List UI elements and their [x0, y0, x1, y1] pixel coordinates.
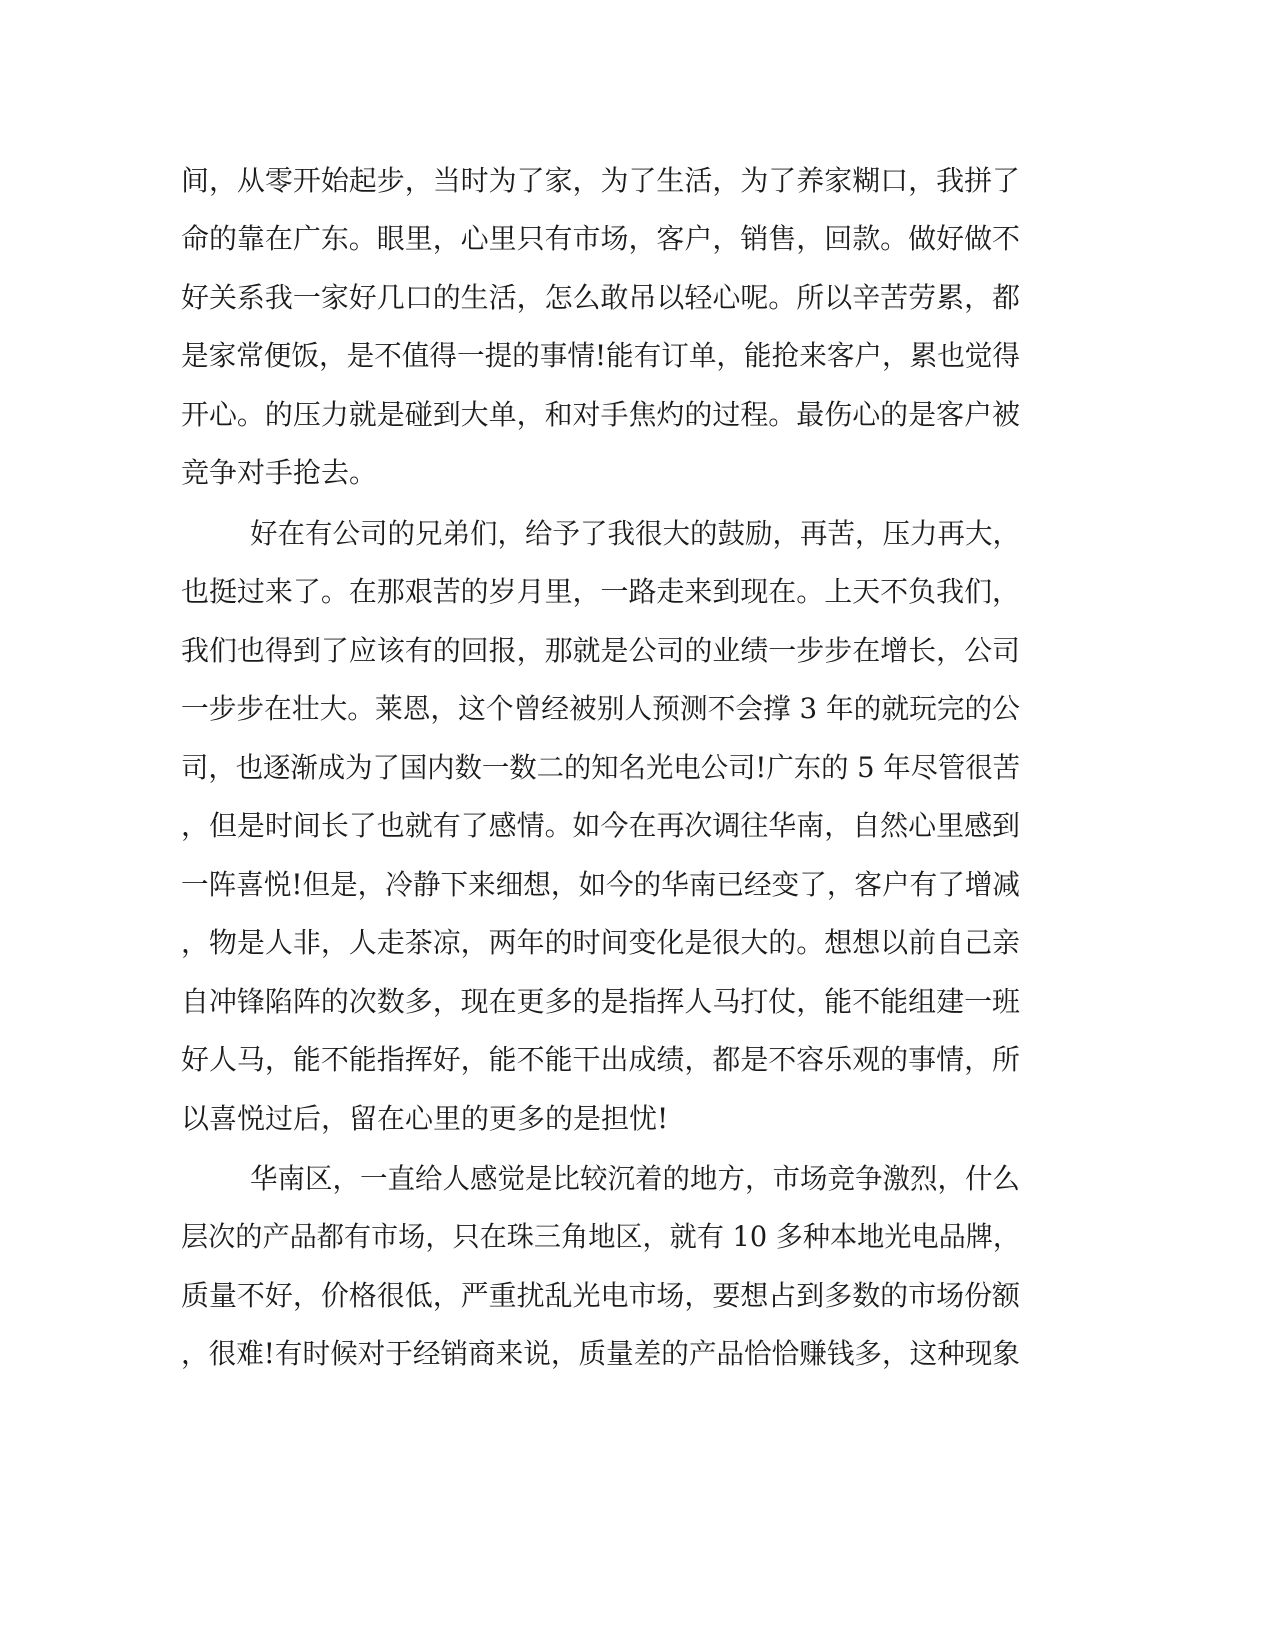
text-line: ，但是时间长了也就有了感情。如今在再次调往华南，自然心里感到 — [181, 809, 1021, 842]
text-line: 是家常便饭，是不值得一提的事情!能有订单，能抢来客户，累也觉得 — [181, 339, 1021, 372]
text-line: 自冲锋陷阵的次数多，现在更多的是指挥人马打仗，能不能组建一班 — [181, 985, 1021, 1018]
text-line: 竞争对手抢去。 — [181, 456, 378, 489]
text-line: 一步步在壮大。莱恩，这个曾经被别人预测不会撑 3 年的就玩完的公 — [181, 692, 1020, 725]
text-line: 质量不好，价格很低，严重扰乱光电市场，要想占到多数的市场份额 — [181, 1279, 1021, 1312]
text-line: 开心。的压力就是碰到大单，和对手焦灼的过程。最伤心的是客户被 — [181, 398, 1021, 431]
text-line: ，物是人非，人走茶凉，两年的时间变化是很大的。想想以前自己亲 — [181, 926, 1021, 959]
text-line: 我们也得到了应该有的回报，那就是公司的业绩一步步在增长，公司 — [181, 634, 1021, 667]
text-line: 一阵喜悦!但是，冷静下来细想，如今的华南已经变了，客户有了增减 — [181, 868, 1021, 901]
text-line: 也挺过来了。在那艰苦的岁月里，一路走来到现在。上天不负我们， — [181, 575, 1021, 608]
text-line: 间，从零开始起步，当时为了家，为了生活，为了养家糊口，我拼了 — [181, 164, 1021, 197]
text-line: 层次的产品都有市场，只在珠三角地区，就有 10 多种本地光电品牌， — [181, 1220, 1021, 1253]
paragraph-start-line: 华南区，一直给人感觉是比较沉着的地方，市场竞争激烈，什么 — [250, 1162, 1020, 1195]
text-line: 好关系我一家好几口的生活，怎么敢吊以轻心呢。所以辛苦劳累，都 — [181, 281, 1021, 314]
text-line: 好人马，能不能指挥好，能不能干出成绩，都是不容乐观的事情，所 — [181, 1043, 1021, 1076]
paragraph-start-line: 好在有公司的兄弟们，给予了我很大的鼓励，再苦，压力再大， — [250, 517, 1020, 550]
text-line: 司，也逐渐成为了国内数一数二的知名光电公司!广东的 5 年尽管很苦 — [181, 751, 1021, 784]
text-line: 以喜悦过后，留在心里的更多的是担忧! — [181, 1102, 669, 1135]
text-line: 命的靠在广东。眼里，心里只有市场，客户，销售，回款。做好做不 — [181, 222, 1021, 255]
text-line: ，很难!有时候对于经销商来说，质量差的产品恰恰赚钱多，这种现象 — [181, 1337, 1021, 1370]
